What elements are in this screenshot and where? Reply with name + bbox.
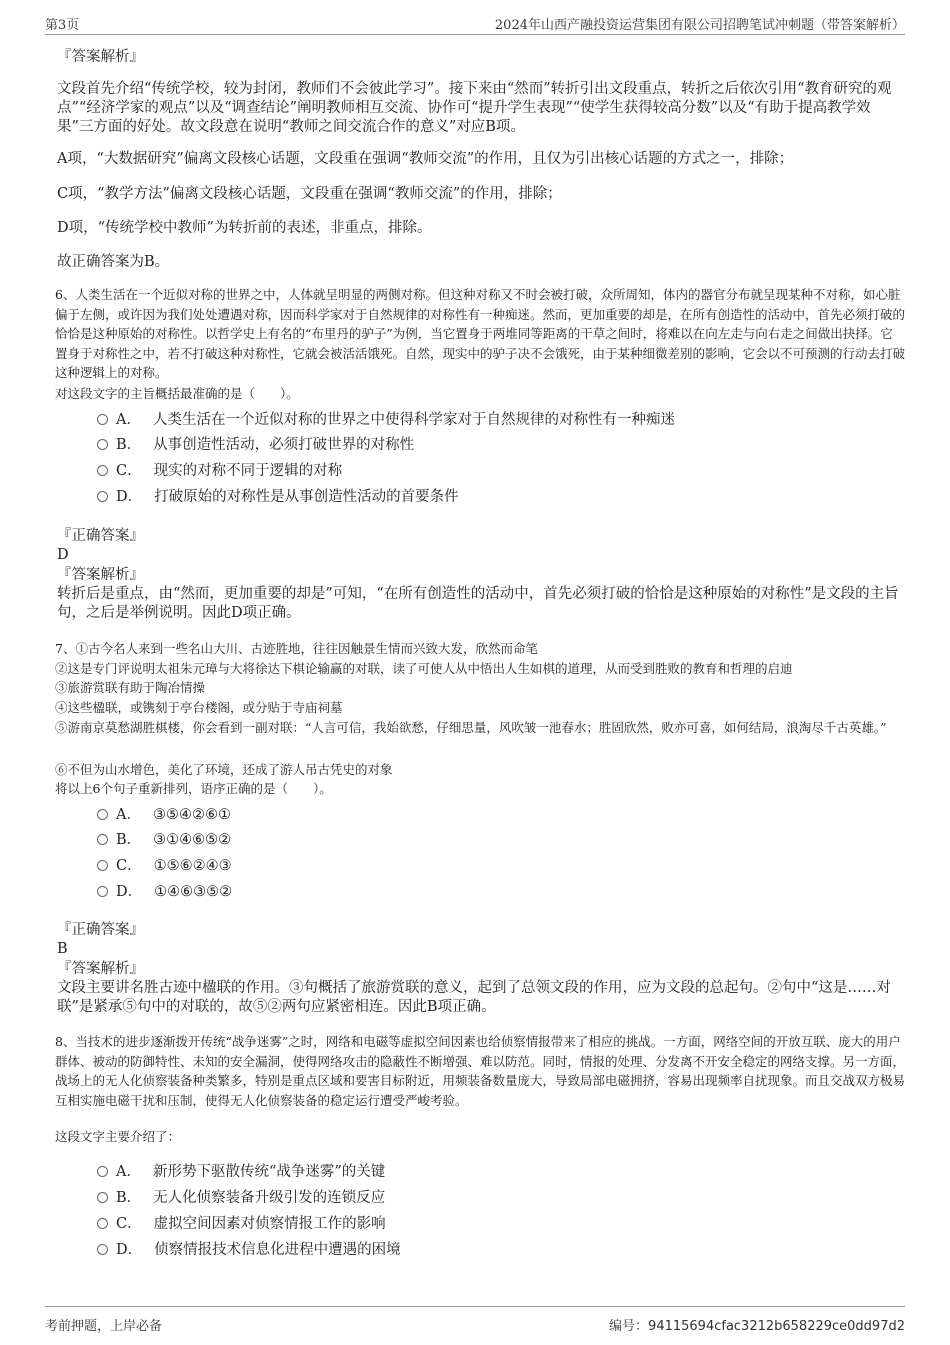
page-number: 第3页 <box>45 18 80 33</box>
q7-analysis: 文段主要讲名胜古迹中楹联的作用。③句概括了旅游赏联的意义，起到了总领文段的作用，应为文段的总起句。②句中“这是……对联”是紧承⑤句中的对联的，故⑤②两句应紧密相连。因此B项正确。 <box>57 980 891 1015</box>
document-title: 2024年山西产融投资运营集团有限公司招聘笔试冲刺题（带答案解析） <box>494 18 905 33</box>
q8-question: 这段文字主要介绍了： <box>55 1129 181 1144</box>
q8-option-a[interactable]: A． 新形势下驱散传统“战争迷雾”的关键 <box>97 1160 385 1180</box>
q6-analysis: 转折后是重点，由“然而，更加重要的却是”可知，“在所有创造性的活动中，首先必须打破的恰恰是这种原始的对称性”是文段的主旨句，之后是举例说明。因此D项正确。 <box>57 586 899 621</box>
radio-icon[interactable] <box>97 465 108 476</box>
top-option-c-explanation: C项，“教学方法”偏离文段核心话题，文段重在强调“教师交流”的作用，排除； <box>57 186 562 202</box>
footer-code-label: 编号： <box>609 1319 649 1334</box>
radio-icon[interactable] <box>97 834 108 845</box>
q6-answer: D <box>57 547 69 563</box>
q6-stem: 6、人类生活在一个近似对称的世界之中，人体就呈明显的两侧对称。但这种对称又不时会被打破，众所周知，体内的器官分布就呈现某种不对称，如心脏偏于左侧，或许因为我们处处遭遇对称，因而科学家对于自然规律的对称性有一种痴迷。然而，更加重要的却是，在所有创造性的活动中，首先必须打破的恰恰是这种原始的对称性。以哲学史上有名的“布里丹的驴子”为例，当它置身于两堆同等距离的干草之间时，将难以在向左走与向右走之间做出抉择。它置身于对称性之中，若不打破这种对称性，它就会被活活饿死。自然，现实中的驴子决不会饿死，由于某种细微差别的影响，它会以不可预测的行动去打破这种逻辑上的对称。 <box>55 287 906 381</box>
radio-icon[interactable] <box>97 439 108 450</box>
q7-option-a[interactable]: A． ③⑤④②⑥① <box>97 803 231 823</box>
q6-question: 对这段文字的主旨概括最准确的是（ ）。 <box>55 386 299 401</box>
q6-option-b[interactable]: B． 从事创造性活动，必须打破世界的对称性 <box>97 433 414 453</box>
page-footer <box>45 1306 905 1337</box>
q7-analysis-label: 『答案解析』 <box>57 961 144 977</box>
radio-icon[interactable] <box>97 809 108 820</box>
q7-line-1: 7、①古今名人来到一些名山大川、古迹胜地，往往因触景生情而兴致大发，欣然而命笔 <box>55 641 538 656</box>
page-header <box>45 12 905 35</box>
top-option-d-explanation: D项，“传统学校中教师”为转折前的表述，非重点，排除。 <box>57 220 432 236</box>
q7-answer-label: 『正确答案』 <box>57 922 144 938</box>
top-option-a-explanation: A项，“大数据研究”偏离文段核心话题，文段重在强调“教师交流”的作用，且仅为引出核心话题的方式之一，排除； <box>57 151 794 167</box>
q6-analysis-label: 『答案解析』 <box>57 567 144 583</box>
q7-line-2: ②这是专门评说明太祖朱元璋与大将徐达下棋论输赢的对联，读了可使人从中悟出人生如棋的道理，从而受到胜败的教育和哲理的启迪 <box>55 661 793 676</box>
radio-icon[interactable] <box>97 1166 108 1177</box>
q8-option-b[interactable]: B． 无人化侦察装备升级引发的连锁反应 <box>97 1186 385 1206</box>
q6-option-c[interactable]: C． 现实的对称不同于逻辑的对称 <box>97 459 342 479</box>
q6-answer-label: 『正确答案』 <box>57 528 144 544</box>
radio-icon[interactable] <box>97 414 108 425</box>
radio-icon[interactable] <box>97 1218 108 1229</box>
q7-question: 将以上6个句子重新排列，语序正确的是（ ）。 <box>55 781 332 796</box>
radio-icon[interactable] <box>97 491 108 502</box>
radio-icon[interactable] <box>97 1192 108 1203</box>
q8-option-d[interactable]: D． 侦察情报技术信息化进程中遭遇的困境 <box>97 1238 401 1258</box>
q7-line-5: ⑤游南京莫愁湖胜棋楼，你会看到一副对联：“人言可信，我始欲愁，仔细思量，风吹皱一池春水；胜固欣然，败亦可喜，如何结局，浪淘尽千古英雄。” <box>55 720 887 735</box>
q6-option-a[interactable]: A． 人类生活在一个近似对称的世界之中使得科学家对于自然规律的对称性有一种痴迷 <box>97 408 675 428</box>
q8-option-c[interactable]: C． 虚拟空间因素对侦察情报工作的影响 <box>97 1212 386 1232</box>
q7-line-4: ④这些楹联，或镌刻于亭台楼阁，或分贴于寺庙祠墓 <box>55 700 343 715</box>
q7-line-3: ③旅游赏联有助于陶冶情操 <box>55 680 206 695</box>
q7-line-6: ⑥不但为山水增色，美化了环境，还成了游人吊古凭史的对象 <box>55 762 393 777</box>
footer-code <box>609 1315 905 1334</box>
top-analysis-text: 文段首先介绍“传统学校，较为封闭，教师们不会彼此学习”。接下来由“然而”转折引出文段重点，转折之后依次引用“教育研究的观点”“经济学家的观点”以及“调查结论”阐明教师相互交流、协作可“提升学生表现”“使学生获得较高分数”以及“有助于提高教学效果”三方面的好处。故文段意在说明“教师之间交流合作的意义”对应B项。 <box>57 81 892 135</box>
q7-option-b[interactable]: B． ③①④⑥⑤② <box>97 828 231 848</box>
radio-icon[interactable] <box>97 860 108 871</box>
radio-icon[interactable] <box>97 1244 108 1255</box>
q8-stem: 8、当技术的进步逐渐拨开传统“战争迷雾”之时，网络和电磁等虚拟空间因素也给侦察情报带来了相应的挑战。一方面，网络空间的开放互联、庞大的用户群体、被动的防御特性、未知的安全漏洞，使得网络攻击的隐蔽性不断增强、难以防范。同时，情报的处理、分发离不开安全稳定的网络支撑。另一方面，战场上的无人化侦察装备种类繁多，特别是重点区域和要害目标附近，用频装备数量庞大，导致局部电磁拥挤，容易出现频率自扰现象。而且交战双方极易互相实施电磁干扰和压制，使得无人化侦察装备的稳定运行遭受严峻考验。 <box>55 1034 906 1108</box>
q7-option-c[interactable]: C． ①⑤⑥②④③ <box>97 854 232 874</box>
q7-option-d[interactable]: D． ①④⑥③⑤② <box>97 880 232 900</box>
top-analysis-label: 『答案解析』 <box>57 49 144 65</box>
q7-answer: B <box>57 941 68 957</box>
top-conclusion: 故正确答案为B。 <box>57 254 170 270</box>
footer-slogan: 考前押题，上岸必备 <box>45 1319 163 1334</box>
radio-icon[interactable] <box>97 886 108 897</box>
footer-code-value: 94115694cfac3212b658229ce0dd97d2 <box>648 1319 905 1334</box>
q6-option-d[interactable]: D． 打破原始的对称性是从事创造性活动的首要条件 <box>97 485 459 505</box>
